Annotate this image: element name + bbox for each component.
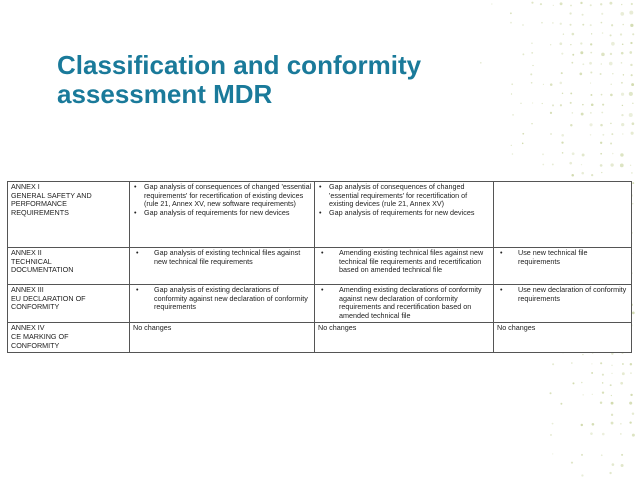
annex-requirements-table [7,181,632,353]
decorative-dot [580,51,583,54]
decorative-dot [512,153,514,155]
decorative-dot [629,402,632,405]
annex-name-line: CONFORMITY [11,302,60,312]
annex-name-line: TECHNICAL [11,256,52,266]
decorative-dot [589,62,592,65]
decorative-dot [491,3,492,4]
decorative-dot [622,363,624,365]
annex-name-line: REQUIREMENTS [11,207,69,217]
decorative-dot [590,4,592,6]
bullet-list [133,249,312,266]
decorative-dot [631,83,634,86]
decorative-dot [620,12,624,16]
decorative-dot [510,12,512,14]
decorative-dot [550,83,553,86]
decorative-dot [590,43,592,45]
decorative-dot [580,2,582,4]
decorative-dot [612,153,614,155]
decorative-dot [601,94,603,96]
decorative-dot [610,53,612,55]
decorative-dot [572,54,574,56]
decorative-dot [540,3,542,5]
decorative-dot [601,13,603,15]
decorative-dot [552,423,554,425]
decorative-dot [601,454,603,456]
table-row [8,285,632,323]
decorative-dot [590,82,591,83]
bullet-item: • Gap analysis of existing declarations of conformity against new declaration of conformity requirements [133,286,312,312]
annex-name-cell [8,182,130,248]
annex-name-cell [8,323,130,353]
bullet-item: • Gap analysis of consequences of changed 'essential requirements' for recertification of existing devices (rule 21, Annex XV, new software requirements) [133,183,312,209]
slide-title [57,51,537,109]
decorative-dot [581,474,583,476]
no-changes-cell: No changes [494,323,632,353]
decorative-dot [611,84,612,85]
table-row [8,248,632,285]
decorative-dot [592,394,593,395]
decorative-dot [602,134,604,136]
decorative-dot [600,153,602,155]
decorative-dot [562,93,563,94]
decorative-dot [569,12,571,14]
decorative-dot [582,63,584,65]
decorative-dot [609,2,612,5]
decorative-dot [570,124,572,126]
annex-name-line: ANNEX III [11,285,44,294]
table-row [8,182,632,248]
decorative-dot [581,424,583,426]
decorative-dot [632,203,633,204]
decorative-dot [560,2,563,5]
decorative-dot [622,43,624,45]
decorative-dot [600,73,602,75]
bullet-item: • Use new declaration of conformity requirements [497,286,629,303]
decorative-dot [611,373,612,374]
decorative-dot [571,362,572,363]
requirements-cell [130,182,315,248]
decorative-dot [602,391,604,393]
decorative-dot [531,43,532,44]
decorative-dot [589,123,592,126]
decorative-dot [542,103,543,104]
decorative-dot [620,153,623,156]
decorative-dot [630,372,631,373]
slide-title-line-2: assessment MDR [57,79,273,109]
decorative-dot [591,33,592,34]
decorative-dot [621,52,624,55]
decorative-dot [590,71,592,73]
decorative-dot [600,142,602,144]
no-changes-cell: No changes [130,323,315,353]
decorative-dot [572,152,575,155]
decorative-dot [630,24,633,27]
decorative-dot [542,153,544,155]
decorative-dot [611,42,615,46]
decorative-dot [560,403,562,405]
decorative-dot [631,3,633,5]
decorative-dot [621,464,624,467]
decorative-dot [602,374,604,376]
decorative-dot [631,132,634,135]
decorative-dot [510,22,512,24]
decorative-dot [629,51,632,54]
decorative-dot [620,33,622,35]
decorative-dot [629,92,633,96]
bullet-item: • Amending existing declarations of conformity against new declaration of conformity requirements and recertification based on amended technical file [318,286,491,320]
requirements-cell [315,248,494,285]
bullet-list [318,286,491,320]
decorative-dot [590,432,593,435]
decorative-dot [600,362,602,364]
decorative-dot [601,63,602,64]
decorative-dot [570,102,572,104]
decorative-dot [541,22,543,24]
decorative-dot [610,94,613,97]
decorative-dot [611,24,613,26]
annex-name-line: PERFORMANCE [11,199,67,209]
decorative-dot [600,124,603,127]
decorative-dot [580,42,582,44]
decorative-dot [572,112,574,114]
decorative-dot [611,422,614,425]
decorative-dot [581,113,584,116]
decorative-dot [550,392,552,394]
decorative-dot [552,163,554,165]
annex-name-line: EU DECLARATION OF [11,293,86,303]
decorative-dot [611,414,613,416]
decorative-dot [621,123,624,126]
decorative-dot [553,5,554,6]
decorative-dot [611,402,614,405]
decorative-dot [629,421,631,423]
decorative-dot [581,454,583,456]
decorative-dot [511,145,512,146]
decorative-dot [550,112,552,114]
requirements-cell [315,285,494,323]
decorative-dot [622,133,623,134]
decorative-dot [632,434,635,437]
annex-name-line: GENERAL SAFETY AND [11,190,92,200]
decorative-dot [582,154,585,157]
bullet-list [497,286,629,303]
decorative-dot [560,82,563,85]
decorative-dot [550,434,552,436]
decorative-dot [610,142,612,144]
decorative-dot [623,74,624,75]
decorative-dot [591,103,594,106]
decorative-dot [610,163,613,166]
decorative-dot [611,133,613,135]
annex-name-line: ANNEX II [11,248,42,257]
decorative-dot [601,22,603,24]
decorative-dot [570,44,571,45]
decorative-dot [621,114,623,116]
decorative-dot [590,134,591,135]
decorative-dot [531,123,532,124]
decorative-dot [630,42,632,44]
decorative-dot [610,384,612,386]
decorative-dot [582,354,583,355]
decorative-dot [561,134,564,137]
decorative-dot [611,365,612,366]
decorative-dot [602,32,604,34]
decorative-dot [582,24,584,26]
bullet-list [133,183,312,217]
bullet-item: • Use new technical file requirements [497,249,629,266]
decorative-dot [621,62,623,64]
decorative-dot [522,143,524,145]
bullet-item: • Gap analysis of requirements for new devices [318,209,491,218]
decorative-dot [561,142,563,144]
decorative-dot [601,172,602,173]
decorative-dot [612,73,613,74]
annex-name-line: ANNEX I [11,182,40,191]
decorative-dot [552,22,554,24]
decorative-dot [632,182,634,184]
decorative-dot [590,52,592,54]
decorative-dot [563,34,564,35]
decorative-dot [632,413,634,415]
annex-name-line: CE MARKING OF [11,331,69,341]
decorative-dot [602,382,604,384]
decorative-dot [591,94,593,96]
decorative-dot [581,382,583,384]
decorative-dot [621,454,623,456]
decorative-dot [630,64,632,66]
decorative-dot [571,62,573,64]
decorative-dot [622,105,623,106]
decorative-dot [561,72,563,74]
decorative-dot [542,164,544,166]
decorative-dot [622,372,625,375]
decorative-dot [591,363,592,364]
decorative-dot [632,122,635,125]
decorative-dot [602,433,605,436]
decorative-dot [550,44,551,45]
decorative-dot [610,123,612,125]
bullet-item: • Gap analysis of requirements for new devices [133,209,312,218]
decorative-dot [630,394,632,396]
decorative-dot [552,363,554,365]
decorative-dot [570,5,572,7]
no-changes-cell: No changes [315,323,494,353]
decorative-dot [522,24,524,26]
decorative-dot [630,363,632,365]
decorative-dot [559,42,562,45]
decorative-dot [571,462,573,464]
bullet-item: • Amending existing technical files against new technical file requirements and recertification based on amended technical file [318,249,491,275]
decorative-dot [562,152,564,154]
decorative-dot [620,382,623,385]
table-row [8,323,632,353]
decorative-dot [610,34,612,36]
decorative-dot [543,84,544,85]
decorative-dot [572,33,575,36]
requirements-cell-empty [494,182,632,248]
decorative-dot [632,33,634,35]
decorative-dot [560,104,562,106]
annex-name-line: ANNEX IV [11,323,45,333]
decorative-dot [569,162,572,165]
decorative-dot [621,93,624,96]
annex-name-cell [8,248,130,285]
decorative-dot [531,2,533,4]
requirements-cell [315,182,494,248]
decorative-dot [581,172,584,175]
decorative-dot [631,74,633,76]
decorative-dot [622,24,624,26]
decorative-dot [600,164,603,167]
decorative-dot [600,3,602,5]
decorative-dot [582,14,584,16]
annex-name-line: CONFORMITY [11,340,60,350]
decorative-dot [621,82,623,84]
decorative-dot [572,382,574,384]
decorative-dot [601,112,603,114]
decorative-dot [629,113,633,117]
decorative-dot [600,401,602,403]
bullet-list [497,249,629,266]
decorative-dot [609,62,613,66]
decorative-dot [631,172,632,173]
requirements-cell [494,248,632,285]
decorative-dot [620,423,621,424]
decorative-dot [590,24,592,26]
annex-name-cell [8,285,130,323]
decorative-dot [591,372,593,374]
decorative-dot [522,133,524,135]
decorative-dot [579,73,582,76]
bullet-list [133,286,312,312]
decorative-dot [561,53,563,55]
decorative-dot [570,24,572,26]
decorative-dot [609,472,611,474]
decorative-dot [630,165,631,166]
decorative-dot [611,395,612,396]
decorative-dot [602,104,604,106]
decorative-dot [632,312,635,315]
decorative-dot [629,11,633,15]
decorative-dot [570,92,572,94]
decorative-dot [591,174,593,176]
bullet-item: • Gap analysis of existing technical files against new technical file requirements [133,249,312,266]
decorative-dot [581,164,582,165]
decorative-dot [601,53,605,57]
decorative-dot [592,423,595,426]
decorative-dot [582,104,584,106]
decorative-dot [583,394,584,395]
bullet-item: • Gap analysis of consequences of changed 'essential requirements' for recertification of existing devices (rule 21, Annex XV) [318,183,491,209]
decorative-dot [552,453,553,454]
decorative-dot [632,103,633,104]
bullet-list [318,249,491,275]
annex-name-line: DOCUMENTATION [11,265,74,275]
requirements-cell [130,285,315,323]
decorative-dot [550,133,552,135]
decorative-dot [512,114,513,115]
requirements-cell [494,285,632,323]
decorative-dot [621,4,622,5]
slide-title-line-1: Classification and conformity [57,50,422,80]
decorative-dot [620,163,624,167]
decorative-dot [590,112,592,114]
decorative-dot [560,23,562,25]
bullet-list [318,183,491,217]
requirements-cell [130,248,315,285]
decorative-dot [552,104,554,106]
decorative-dot [571,174,574,177]
decorative-dot [612,463,615,466]
decorative-dot [620,433,621,434]
